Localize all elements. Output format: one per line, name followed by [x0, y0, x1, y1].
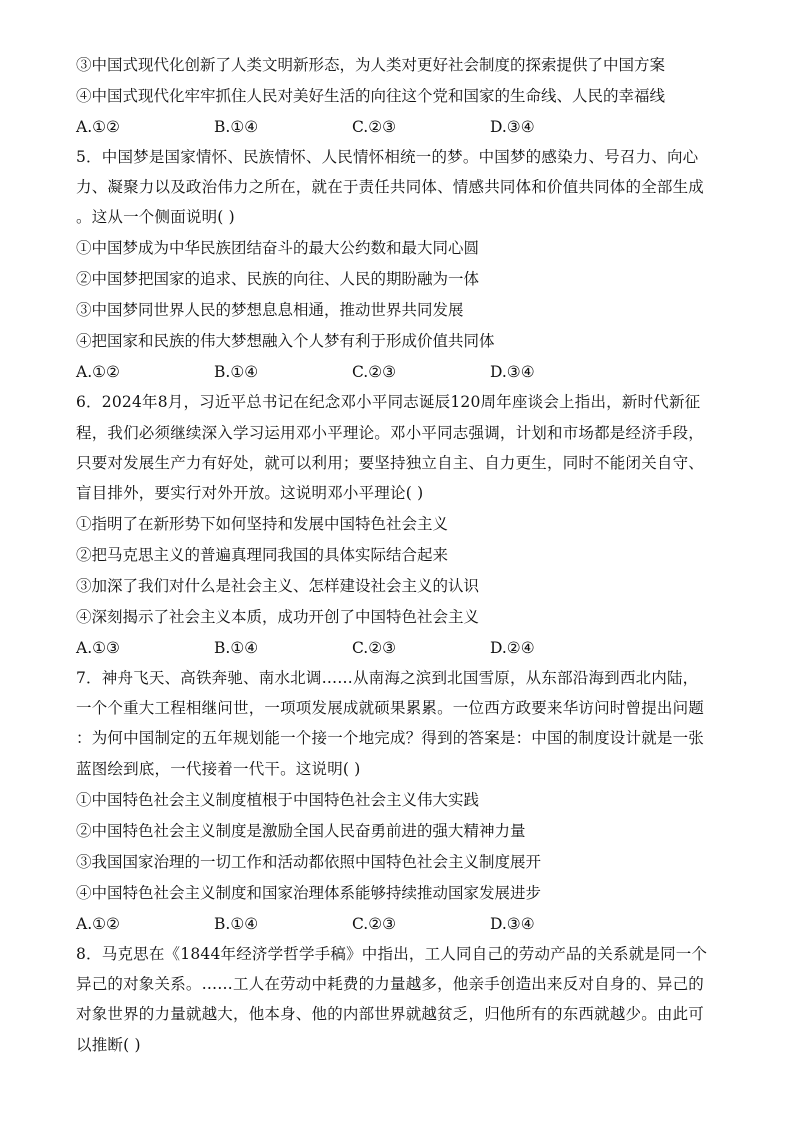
q6-stem-line-1: 6．2024年8月，习近平总书记在纪念邓小平同志诞辰120周年座谈会上指出，新时代新征 — [76, 393, 701, 411]
q6-option-a[interactable]: A.①③ — [76, 639, 120, 657]
q7-option-a[interactable]: A.①② — [76, 915, 120, 933]
q6-option-b[interactable]: B.①④ — [214, 639, 259, 657]
q5-item-1: ①中国梦成为中华民族团结奋斗的最大公约数和最大同心圆 — [76, 239, 480, 257]
q5-item-2: ②中国梦把国家的追求、民族的向往、人民的期盼融为一体 — [76, 270, 480, 288]
q6-stem-line-3: 只要对发展生产力有好处，就可以利用；要坚持独立自主、自力更生，同时不能闭关自守、 — [76, 454, 705, 472]
q6-stem-line-2: 程，我们必须继续深入学习运用邓小平理论。邓小平同志强调，计划和市场都是经济手段， — [76, 424, 705, 442]
q5-stem-line-3: 。这从一个侧面说明( ) — [76, 208, 235, 226]
q5-option-a[interactable]: A.①② — [76, 363, 120, 381]
q7-stem-line-3: ：为何中国制定的五年规划能一个接一个地完成？得到的答案是：中国的制度设计就是一张 — [76, 729, 705, 747]
q8-stem-line-3: 对象世界的力量就越大，他本身、他的内部世界就越贫乏，归他所有的东西就越少。由此可 — [76, 1005, 705, 1023]
q5-item-4: ④把国家和民族的伟大梦想融入个人梦有利于形成价值共同体 — [76, 332, 495, 350]
q4-item-4: ④中国式现代化牢牢抓住人民对美好生活的向往这个党和国家的生命线、人民的幸福线 — [76, 87, 666, 105]
q7-options — [76, 914, 716, 934]
q7-item-2: ②中国特色社会主义制度是激励全国人民奋勇前进的强大精神力量 — [76, 822, 526, 840]
q4-options — [76, 117, 716, 137]
q6-item-3: ③加深了我们对什么是社会主义、怎样建设社会主义的认识 — [76, 577, 480, 595]
q7-stem-line-2: 一个个重大工程相继问世，一项项发展成就硕果累累。一位西方政要来华访问时曾提出问题 — [76, 699, 705, 717]
q4-item-3: ③中国式现代化创新了人类文明新形态，为人类对更好社会制度的探索提供了中国方案 — [76, 56, 666, 74]
q5-option-b[interactable]: B.①④ — [214, 363, 259, 381]
q7-option-c[interactable]: C.②③ — [352, 915, 397, 933]
q7-item-3: ③我国国家治理的一切工作和活动都依照中国特色社会主义制度展开 — [76, 853, 542, 871]
q5-options — [76, 362, 716, 382]
q6-options — [76, 638, 716, 658]
q4-option-c[interactable]: C.②③ — [352, 118, 397, 136]
q6-stem-line-4: 盲目排外，要实行对外开放。这说明邓小平理论( ) — [76, 484, 424, 502]
q8-stem-line-2: 异己的对象关系。……工人在劳动中耗费的力量越多，他亲手创造出来反对自身的、异己的 — [76, 975, 705, 993]
q6-item-1: ①指明了在新形势下如何坚持和发展中国特色社会主义 — [76, 515, 449, 533]
q7-stem-line-1: 7．神舟飞天、高铁奔驰、南水北调……从南海之滨到北国雪原，从东部沿海到西北内陆， — [76, 669, 699, 687]
q7-option-d[interactable]: D.③④ — [490, 915, 535, 933]
q6-item-4: ④深刻揭示了社会主义本质，成功开创了中国特色社会主义 — [76, 608, 480, 626]
q5-option-c[interactable]: C.②③ — [352, 363, 397, 381]
q5-item-3: ③中国梦同世界人民的梦想息息相通，推动世界共同发展 — [76, 301, 464, 319]
q7-item-1: ①中国特色社会主义制度植根于中国特色社会主义伟大实践 — [76, 791, 480, 809]
q7-stem-line-4: 蓝图绘到底，一代接着一代干。这说明( ) — [76, 760, 361, 778]
q4-option-a[interactable]: A.①② — [76, 118, 120, 136]
q5-option-d[interactable]: D.③④ — [490, 363, 535, 381]
q6-option-d[interactable]: D.②④ — [490, 639, 535, 657]
q8-stem-line-1: 8．马克思在《1844年经济学哲学手稿》中指出，工人同自己的劳动产品的关系就是同一个 — [76, 945, 708, 963]
q4-option-d[interactable]: D.③④ — [490, 118, 535, 136]
q6-item-2: ②把马克思主义的普遍真理同我国的具体实际结合起来 — [76, 546, 449, 564]
q7-item-4: ④中国特色社会主义制度和国家治理体系能够持续推动国家发展进步 — [76, 884, 542, 902]
q5-stem-line-1: 5．中国梦是国家情怀、民族情怀、人民情怀相统一的梦。中国梦的感染力、号召力、向心 — [76, 148, 699, 166]
q5-stem-line-2: 力、凝聚力以及政治伟力之所在，就在于责任共同体、情感共同体和价值共同体的全部生成 — [76, 178, 705, 196]
q6-option-c[interactable]: C.②③ — [352, 639, 397, 657]
q4-option-b[interactable]: B.①④ — [214, 118, 259, 136]
q7-option-b[interactable]: B.①④ — [214, 915, 259, 933]
q8-stem-line-4: 以推断( ) — [76, 1036, 141, 1054]
